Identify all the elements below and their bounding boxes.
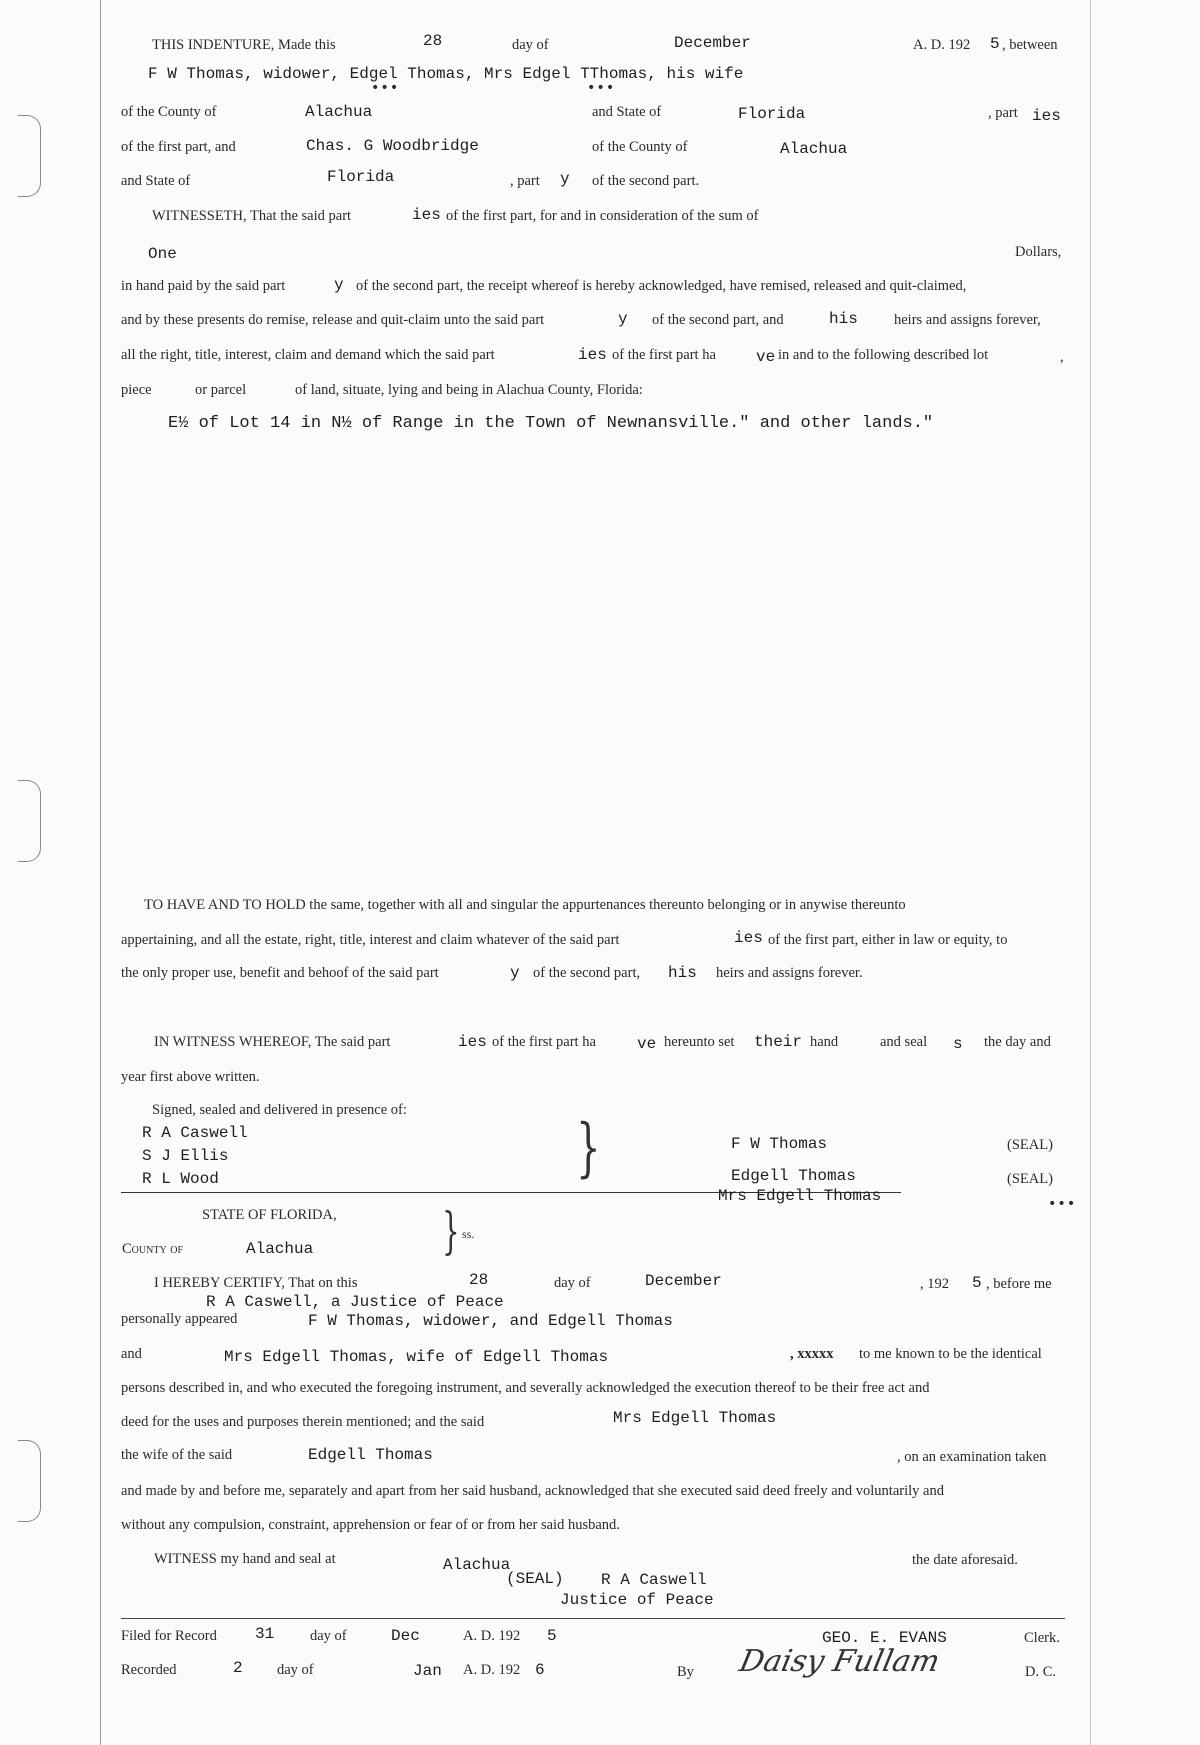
before-me: , before me: [986, 1276, 1052, 1292]
clerk-label: Clerk.: [1024, 1630, 1060, 1646]
right-comma: ,: [1060, 349, 1064, 365]
state-of-label: and State of: [592, 104, 662, 120]
paid-text: of the second part, the receipt whereof is hereby acknowledged, have remised, released and quit-claimed,: [356, 278, 967, 294]
grantor-state: Florida: [738, 105, 806, 123]
witness-name: S J Ellis: [142, 1147, 229, 1165]
binder-hole: [18, 1440, 41, 1522]
witness-at-text: WITNESS my hand and seal at: [154, 1551, 336, 1567]
ss-label: ss.: [462, 1227, 475, 1241]
brace: }: [442, 1202, 460, 1260]
remise-text: of the second part, and: [652, 312, 784, 328]
ack-year-prefix: , 192: [920, 1276, 949, 1292]
officer-title: Justice of Peace: [560, 1591, 714, 1609]
date-aforesaid: the date aforesaid.: [912, 1552, 1018, 1568]
officer: R A Caswell, a Justice of Peace: [206, 1293, 504, 1311]
second-part-label: of the second part.: [592, 173, 700, 189]
grantee-county: Alachua: [780, 140, 848, 158]
witness-name: R A Caswell: [142, 1124, 248, 1142]
remise-text: heirs and assigns forever,: [894, 312, 1041, 328]
county-of-label: of the County of: [121, 104, 217, 120]
habendum-suffix: y: [510, 964, 520, 982]
seal-label: (SEAL): [1007, 1137, 1053, 1153]
recorded-label: Recorded: [121, 1662, 177, 1678]
exam-text: , on an examination taken: [897, 1449, 1047, 1465]
deputy-signature: Daisy Fullam: [736, 1644, 943, 1679]
signature-dots: •••: [587, 80, 616, 96]
signatory: Edgell Thomas: [731, 1167, 856, 1185]
first-part-label: of the first part, and: [121, 139, 236, 155]
witnesseth-text: WITNESSETH, That the said part: [152, 208, 352, 224]
part-suffix-first: ies: [1032, 107, 1061, 125]
officer-signature: R A Caswell: [601, 1571, 707, 1589]
persons-appeared-2: Mrs Edgell Thomas, wife of Edgell Thomas: [224, 1348, 609, 1366]
grantors: F W Thomas, widower, Edgel Thomas, Mrs Edgel TThomas, his wife: [148, 65, 744, 83]
day-of-label: day of: [512, 37, 549, 53]
habendum-pronoun: his: [668, 964, 697, 982]
wife-of-label: the wife of the said: [121, 1447, 233, 1463]
county-label: County of: [122, 1241, 184, 1257]
binder-hole: [18, 115, 41, 197]
deed-intro: THIS INDENTURE, Made this: [152, 37, 336, 53]
ack-day: 28: [469, 1271, 489, 1289]
ack-year-digit: 5: [972, 1274, 982, 1292]
county-of-label-2: of the County of: [592, 139, 688, 155]
filed-day-of: day of: [310, 1628, 347, 1644]
parcel-label: or parcel: [195, 382, 247, 398]
ad-prefix: A. D. 192: [913, 37, 971, 53]
seal-label: (SEAL): [1007, 1171, 1053, 1187]
witness-place: Alachua: [443, 1556, 511, 1574]
paid-text: in hand paid by the said part: [121, 278, 286, 294]
personally-label: personally appeared: [121, 1311, 238, 1327]
habendum-line: of the second part,: [533, 965, 641, 981]
piece-label: piece: [121, 382, 152, 398]
and-label: and: [121, 1346, 142, 1362]
grantee: Chas. G Woodbridge: [306, 137, 479, 155]
day-made: 28: [423, 32, 443, 50]
certify-text: I HEREBY CERTIFY, That on this: [154, 1275, 358, 1291]
witness-text: year first above written.: [121, 1069, 260, 1085]
recorded-month: Jan: [413, 1662, 442, 1680]
page-edge-line: [1090, 0, 1091, 1745]
consideration-sum: One: [148, 245, 177, 263]
witness-text: and seal: [880, 1034, 928, 1050]
remise-text: and by these presents do remise, release and quit-claim unto the said part: [121, 312, 545, 328]
grantor-county: Alachua: [305, 103, 373, 121]
witnesseth-suffix: ies: [412, 206, 441, 224]
habendum-line: of the first part, either in law or equity, to: [768, 932, 1008, 948]
witness-s: s: [953, 1035, 963, 1053]
recorded-ad: A. D. 192: [463, 1662, 521, 1678]
grantee-state: Florida: [327, 168, 395, 186]
state-of-label-2: and State of: [121, 173, 191, 189]
state-label: STATE OF FLORIDA,: [202, 1207, 337, 1223]
habendum-suffix: ies: [734, 929, 763, 947]
habendum-line: appertaining, and all the estate, right, title, interest and claim whatever of the said part: [121, 932, 620, 948]
brace: }: [576, 1111, 601, 1185]
paid-suffix: y: [334, 276, 344, 294]
year-digit: 5: [990, 35, 1000, 53]
husband-name: Edgell Thomas: [308, 1446, 433, 1464]
deed-for-text: deed for the uses and purposes therein mentioned; and the said: [121, 1414, 485, 1430]
struck-text: , xxxxx: [790, 1346, 834, 1362]
right-text: in and to the following described lot: [778, 347, 989, 363]
by-label: By: [677, 1664, 694, 1680]
witness-text: of the first part ha: [492, 1034, 596, 1050]
right-text: of the first part ha: [612, 347, 716, 363]
witness-their: their: [754, 1033, 803, 1051]
right-ve: ve: [756, 348, 776, 366]
witness-ve: ve: [637, 1035, 657, 1053]
filed-day: 31: [255, 1625, 275, 1643]
filed-label: Filed for Record: [121, 1628, 217, 1644]
witness-text: hand: [810, 1034, 839, 1050]
between-label: , between: [1002, 37, 1058, 53]
month-made: December: [674, 34, 751, 52]
right-text: all the right, title, interest, claim and demand which the said part: [121, 347, 495, 363]
binder-hole: [18, 780, 41, 862]
filed-month: Dec: [391, 1627, 420, 1645]
witnesseth-text: of the first part, for and in consideration of the sum of: [446, 208, 759, 224]
remise-suffix: y: [618, 310, 628, 328]
made-by-text: and made by and before me, separately and apart from her said husband, acknowledged that she executed said deed freely and voluntarily and: [121, 1483, 944, 1499]
filed-year: 5: [547, 1627, 557, 1645]
page-margin-line: [100, 0, 101, 1745]
property-description: E½ of Lot 14 in N½ of Range in the Town of Newnansville." and other lands.": [168, 414, 934, 433]
land-text: of land, situate, lying and being in Alachua County, Florida:: [295, 382, 643, 398]
habendum-line: TO HAVE AND TO HOLD the same, together with all and singular the appurtenances thereunto belonging or in anywise thereunto: [144, 897, 906, 913]
habendum-line: the only proper use, benefit and behoof of the said part: [121, 965, 439, 981]
without-text: without any compulsion, constraint, apprehension or fear of or from her said husband.: [121, 1517, 620, 1533]
recorded-year: 6: [535, 1661, 545, 1679]
recorded-day-of: day of: [277, 1662, 314, 1678]
signature-dots: •••: [371, 80, 400, 96]
dollars-label: Dollars,: [1015, 244, 1062, 260]
witness-text: hereunto set: [664, 1034, 735, 1050]
known-text: to me known to be the identical: [859, 1346, 1042, 1362]
ack-month: December: [645, 1272, 722, 1290]
habendum-line: heirs and assigns forever.: [716, 965, 863, 981]
remise-pronoun: his: [829, 310, 858, 328]
witness-text: the day and: [984, 1034, 1051, 1050]
part-label: , part: [988, 105, 1018, 121]
clerk-name: GEO. E. EVANS: [822, 1629, 947, 1647]
dc-label: D. C.: [1025, 1664, 1057, 1680]
witness-name: R L Wood: [142, 1170, 219, 1188]
described-text: persons described in, and who executed the foregoing instrument, and severally acknowledged the execution thereof to be their free act and: [121, 1380, 930, 1396]
signatory: F W Thomas: [731, 1135, 828, 1153]
persons-appeared: F W Thomas, widower, and Edgell Thomas: [308, 1312, 673, 1330]
witness-text: IN WITNESS WHEREOF, The said part: [154, 1034, 391, 1050]
officer-seal: (SEAL): [506, 1570, 564, 1588]
witness-suffix: ies: [458, 1033, 487, 1051]
part-suffix-second: y: [560, 170, 570, 188]
signature-dots: •••: [1048, 1196, 1077, 1212]
signatory: Mrs Edgell Thomas: [718, 1187, 882, 1205]
wife-name: Mrs Edgell Thomas: [613, 1409, 777, 1427]
ack-county: Alachua: [246, 1240, 314, 1258]
presence-label: Signed, sealed and delivered in presence of:: [152, 1102, 407, 1118]
recorded-day: 2: [233, 1659, 243, 1677]
part-label-2: , part: [510, 173, 540, 189]
right-suffix: ies: [578, 346, 607, 364]
record-rule: [121, 1618, 1065, 1619]
ack-day-of: day of: [554, 1275, 591, 1291]
filed-ad: A. D. 192: [463, 1628, 521, 1644]
